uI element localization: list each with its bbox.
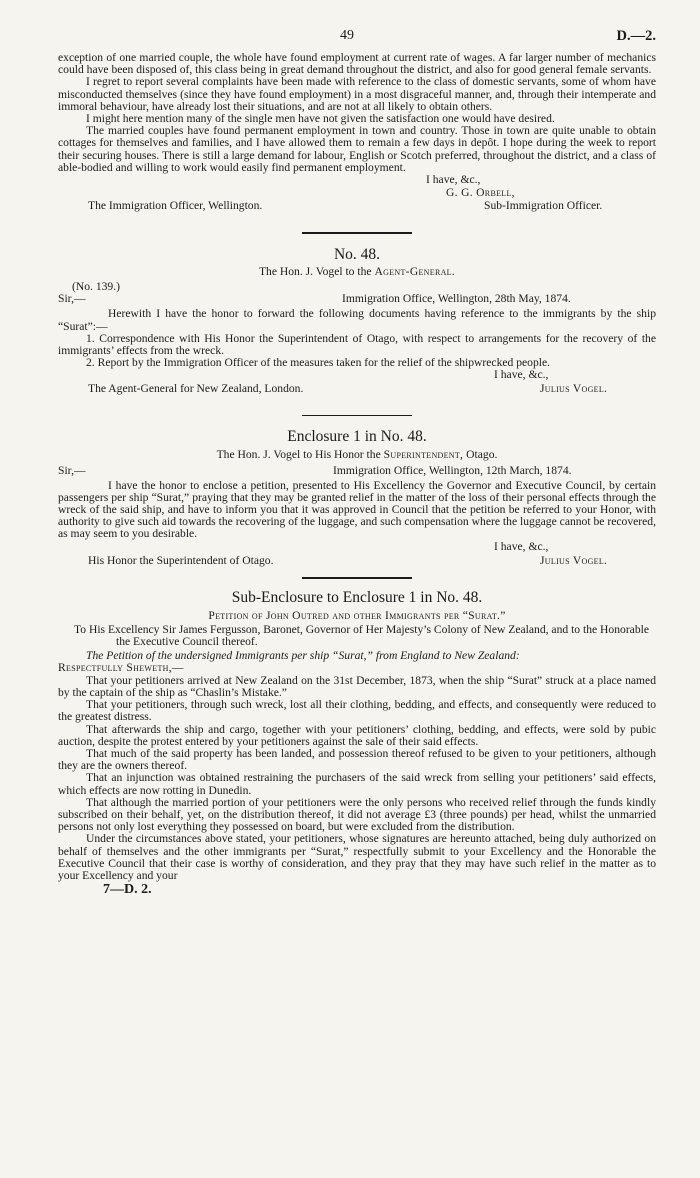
letter-body: Herewith I have the honor to forward the following documents having reference to the immigrants by the ship “Surat”:— (58, 307, 656, 333)
document-reference: D.—2. (616, 28, 656, 44)
signer: Julius Vogel. (540, 382, 608, 396)
section-subtitle: The Hon. J. Vogel to the Agent-General. (258, 265, 456, 279)
no48-section (58, 246, 656, 397)
salutation: Sir,— (58, 292, 86, 306)
list-item: 1. Correspondence with His Honor the Superintendent of Otago, with respect to arrangements for the recovery of the immigrants’ effects from the wreck. (58, 331, 656, 358)
petition-paragraph: That much of the said property has been landed, and possession thereof refused to be given to your petitioners, although they are the owners thereof. (58, 746, 656, 773)
addressee: The Immigration Officer, Wellington. (88, 199, 263, 213)
section-title: Enclosure 1 in No. 48. (287, 428, 427, 446)
list-item: 2. Report by the Immigration Officer of the measures taken for the relief of the shipwrecked people. (86, 356, 551, 370)
letter-paragraph: The married couples have found permanent employment in town and country. Those in town are quite unable to obtain cottages for themselves and families, and I have allowed them to remain a few days in depôt. I hope during the week to report their securing houses. There is still a large demand for labour, English or Scotch preferred, throughout the district, and a class of able-bodied and willing to work would easily find permanent employment. (58, 124, 656, 174)
page-header (58, 0, 656, 52)
petition-paragraph: That although the married portion of your petitioners were the only persons who received relief through the funds kindly subscribed on their behalf, yet, on the distribution thereof, it did not average £3 (three pounds) per head, whilst the unmarried persons not only lost everything they possessed on board, but were excluded from the distribution. (58, 795, 656, 834)
addressee: His Honor the Superintendent of Otago. (88, 553, 274, 567)
letter-paragraph: I regret to report several complaints have been made with reference to the class of domestic servants, some of whom have misconducted themselves (since they have found employment) in a most disgraceful manner, and, through their intemperate and immoral behaviour, have already lost their situations, and are not at all likely to obtain others. (58, 75, 656, 113)
petition-address: To His Excellency Sir James Fergusson, Baronet, Governor of Her Majesty’s Colony of New Zealand, and to the Honorable the Executive Council thereof. (74, 622, 649, 649)
place-date: Immigration Office, Wellington, 28th May, 1874. (342, 292, 571, 306)
letter-paragraph: exception of one married couple, the whole have found employment at current rate of wages. A far larger number of mechanics could have been disposed of, this class being in great demand throughout the district, and also for good general female servants. (58, 51, 656, 77)
letter-paragraph: I might here mention many of the single men have not given the satisfaction one would have desired. (86, 112, 555, 126)
petition-paragraph: That an injunction was obtained restraining the purchasers of the said wreck from selling your petitioners’ said effects, which effects are now rotting in Dunedin. (58, 771, 656, 797)
signer: Julius Vogel. (540, 553, 608, 567)
section-title: No. 48. (333, 246, 381, 264)
signer: G. G. Orbell, (446, 186, 515, 200)
top-letter (58, 52, 656, 214)
addressee: The Agent-General for New Zealand, London. (88, 382, 304, 396)
enclosure-1-section (58, 428, 656, 568)
petition-paragraph: That your petitioners, through such wreck, lost all their clothing, bedding, and effects, and consequently were reduced to the greatest distress. (58, 698, 656, 724)
sub-enclosure-section (58, 589, 656, 882)
petition-paragraph: Under the circumstances above stated, your petitioners, whose signatures are hereunto attached, being duly authorized on behalf of themselves and the other immigrants per “Surat,” respectfully submit to your Excellency and the Honorable the Executive Council that their case is worthy of consideration, and they pray that they may have such relief in the matter as to your Excellency and your (58, 832, 656, 882)
section-title: Sub-Enclosure to Enclosure 1 in No. 48. (231, 588, 483, 606)
closing: I have, &c., (494, 368, 549, 382)
letter-body: I have the honor to enclose a petition, presented to His Excellency the Governor and Executive Council, by certain passengers per ship “Surat,” praying that they may be granted relief in the matter of the loss of their personal effects through the wreck of the said ship, and have to inform you that it was approved in Council that the petition be referred to your Honor, with authority to give such aid towards the recovering of the luggage, and such compensation where the luggage cannot be recovered, as may seem to you desirable. (58, 478, 656, 541)
section-subtitle: The Hon. J. Vogel to His Honor the Superintendent, Otago. (216, 448, 498, 462)
salutation: Sir,— (58, 463, 86, 477)
printer-signature-mark: 7—D. 2. (103, 882, 152, 898)
place-date: Immigration Office, Wellington, 12th March, 1874. (333, 463, 572, 477)
petition-paragraph: That your petitioners arrived at New Zealand on the 31st December, 1873, when the ship “Surat” struck at a place named by the captain of the ship as “Chaslin’s Mistake.” (58, 673, 656, 699)
closing: I have, &c., (426, 173, 481, 187)
page-number: 49 (340, 28, 354, 43)
signer-title: Sub-Immigration Officer. (484, 199, 603, 213)
document-page (58, 0, 656, 896)
respectfully-sheweth: Respectfully Sheweth,— (58, 661, 184, 675)
section-subtitle: Petition of John Outred and other Immigrants per “Surat.” (208, 608, 506, 622)
petition-title: The Petition of the undersigned Immigrants per ship “Surat,” from England to New Zealand: (86, 649, 520, 663)
reference-number: (No. 139.) (72, 280, 120, 294)
closing: I have, &c., (494, 539, 549, 553)
petition-paragraph: That afterwards the ship and cargo, together with your petitioners’ clothing, bedding, and effects, were sold by pubic auction, despite the protest entered by your petitioners against the sale of their said effects. (58, 722, 656, 748)
